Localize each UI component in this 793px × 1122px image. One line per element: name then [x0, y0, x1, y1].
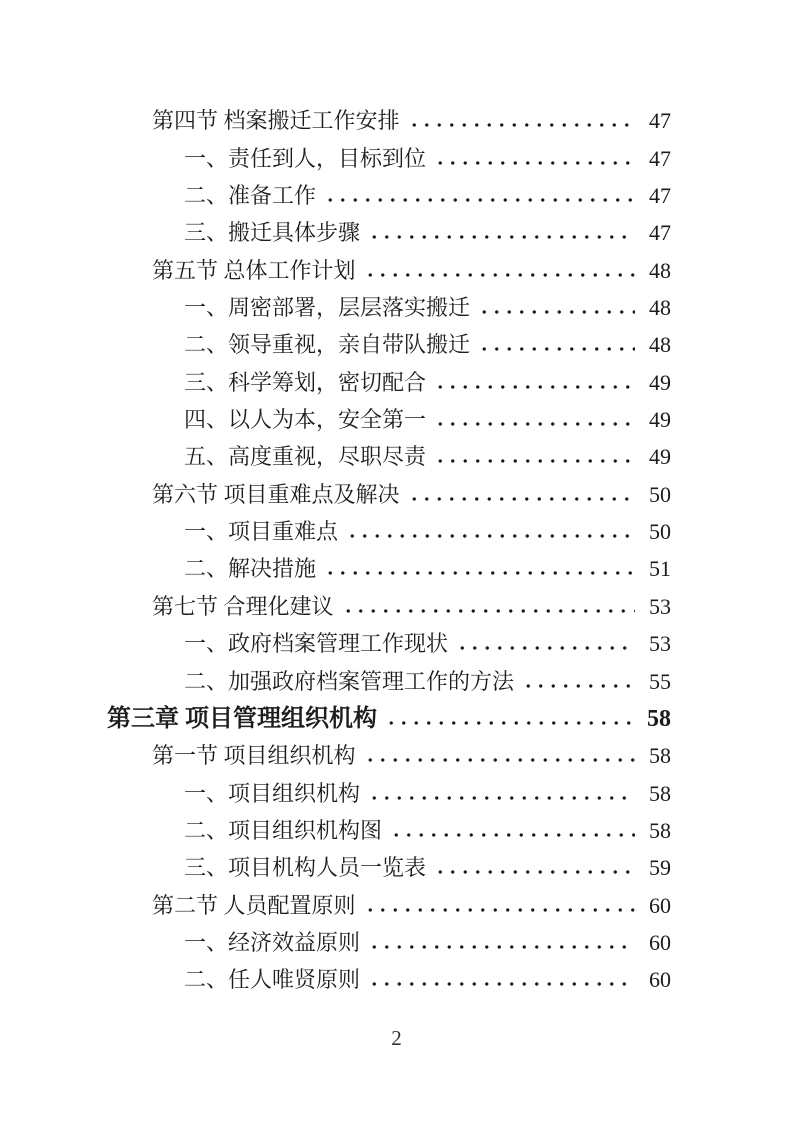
dot-leader [434, 869, 635, 875]
toc-entry-label: 一、责任到人，目标到位 [184, 145, 427, 171]
toc-entry [107, 958, 671, 995]
toc-entry-label: 第三章 项目管理组织机构 [107, 705, 377, 732]
toc-entry-page-number: 47 [649, 145, 671, 171]
toc-entry-page-number: 50 [649, 519, 671, 545]
toc-entry-page-number: 48 [649, 295, 671, 321]
dot-leader [434, 384, 635, 390]
toc-entry-page-number: 47 [649, 220, 671, 246]
toc-entry-page-number: 59 [649, 855, 671, 881]
toc-entry-label: 五、高度重视，尽职尽责 [184, 444, 427, 470]
toc-entry-page-number: 53 [649, 631, 671, 657]
dot-leader [368, 795, 635, 801]
toc-entry [107, 771, 671, 808]
dot-leader [368, 944, 635, 950]
toc-entry-label: 二、项目组织机构图 [184, 817, 383, 843]
dot-leader [434, 160, 635, 166]
toc-entry [107, 99, 671, 136]
toc-entry [107, 547, 671, 584]
toc-entry [107, 921, 671, 958]
dot-leader [368, 234, 635, 240]
toc-entry-label: 四、以人为本，安全第一 [184, 407, 427, 433]
toc-entry [107, 472, 671, 509]
toc-entry [107, 174, 671, 211]
dot-leader [456, 645, 635, 651]
dot-leader [478, 346, 635, 352]
dot-leader [364, 757, 635, 763]
toc-entry [107, 584, 671, 621]
toc-entry-label: 第六节 项目重难点及解决 [152, 481, 400, 507]
toc-entry [107, 211, 671, 248]
toc-entry-label: 一、项目重难点 [184, 519, 339, 545]
toc-entry-label: 第一节 项目组织机构 [152, 743, 356, 769]
toc-entry-page-number: 60 [649, 967, 671, 993]
toc-entry [107, 883, 671, 920]
dot-leader [434, 421, 635, 427]
toc-entry-label: 三、项目机构人员一览表 [184, 855, 427, 881]
toc-entry-page-number: 58 [649, 817, 671, 843]
dot-leader [364, 272, 635, 278]
dot-leader [390, 832, 635, 838]
toc-entry [107, 846, 671, 883]
dot-leader [478, 309, 635, 315]
toc-entry-label: 二、加强政府档案管理工作的方法 [184, 668, 515, 694]
dot-leader [408, 122, 635, 128]
toc-entry-page-number: 47 [649, 108, 671, 134]
dot-leader [385, 720, 635, 726]
toc-entry [107, 286, 671, 323]
toc-entry-page-number: 49 [649, 407, 671, 433]
toc-entry-label: 第二节 人员配置原则 [152, 892, 356, 918]
toc-entry-page-number: 58 [649, 780, 671, 806]
dot-leader [324, 197, 635, 203]
toc-entry-page-number: 60 [649, 929, 671, 955]
toc-entry-label: 一、项目组织机构 [184, 780, 361, 806]
toc-entry-label: 二、解决措施 [184, 556, 317, 582]
toc-entry-label: 二、任人唯贤原则 [184, 967, 361, 993]
toc-entry-label: 第四节 档案搬迁工作安排 [152, 108, 400, 134]
dot-leader [324, 570, 635, 576]
toc-entry [107, 398, 671, 435]
toc-entry-page-number: 53 [649, 593, 671, 619]
toc-entry-page-number: 60 [649, 892, 671, 918]
toc-entry-label: 二、准备工作 [184, 183, 317, 209]
dot-leader [364, 907, 635, 913]
dot-leader [346, 533, 635, 539]
dot-leader [522, 683, 635, 689]
toc-entry-label: 第五节 总体工作计划 [152, 257, 356, 283]
table-of-contents [107, 99, 671, 995]
toc-entry-page-number: 49 [649, 369, 671, 395]
toc-entry-label: 一、政府档案管理工作现状 [184, 631, 449, 657]
dot-leader [342, 608, 635, 614]
dot-leader [368, 981, 635, 987]
toc-entry-label: 二、领导重视，亲自带队搬迁 [184, 332, 471, 358]
toc-entry-page-number: 48 [649, 257, 671, 283]
toc-entry [107, 435, 671, 472]
toc-entry [107, 248, 671, 285]
toc-entry [107, 659, 671, 696]
toc-entry [107, 360, 671, 397]
toc-entry-page-number: 51 [649, 556, 671, 582]
toc-entry-page-number: 58 [649, 743, 671, 769]
dot-leader [434, 458, 635, 464]
toc-entry-label: 一、周密部署，层层落实搬迁 [184, 295, 471, 321]
toc-entry-label: 第七节 合理化建议 [152, 593, 334, 619]
footer-page-number: 2 [391, 1026, 402, 1050]
toc-entry-label: 三、搬迁具体步骤 [184, 220, 361, 246]
toc-entry-label: 三、科学筹划，密切配合 [184, 369, 427, 395]
toc-entry-page-number: 47 [649, 183, 671, 209]
toc-entry [107, 622, 671, 659]
toc-entry-page-number: 55 [649, 668, 671, 694]
toc-entry-page-number: 49 [649, 444, 671, 470]
toc-entry [107, 734, 671, 771]
toc-entry-page-number: 58 [647, 705, 671, 732]
toc-entry [107, 510, 671, 547]
dot-leader [408, 496, 635, 502]
toc-entry [107, 809, 671, 846]
toc-entry [107, 697, 671, 734]
toc-entry [107, 323, 671, 360]
toc-entry-page-number: 48 [649, 332, 671, 358]
toc-entry-page-number: 50 [649, 481, 671, 507]
toc-entry [107, 136, 671, 173]
toc-entry-label: 一、经济效益原则 [184, 929, 361, 955]
